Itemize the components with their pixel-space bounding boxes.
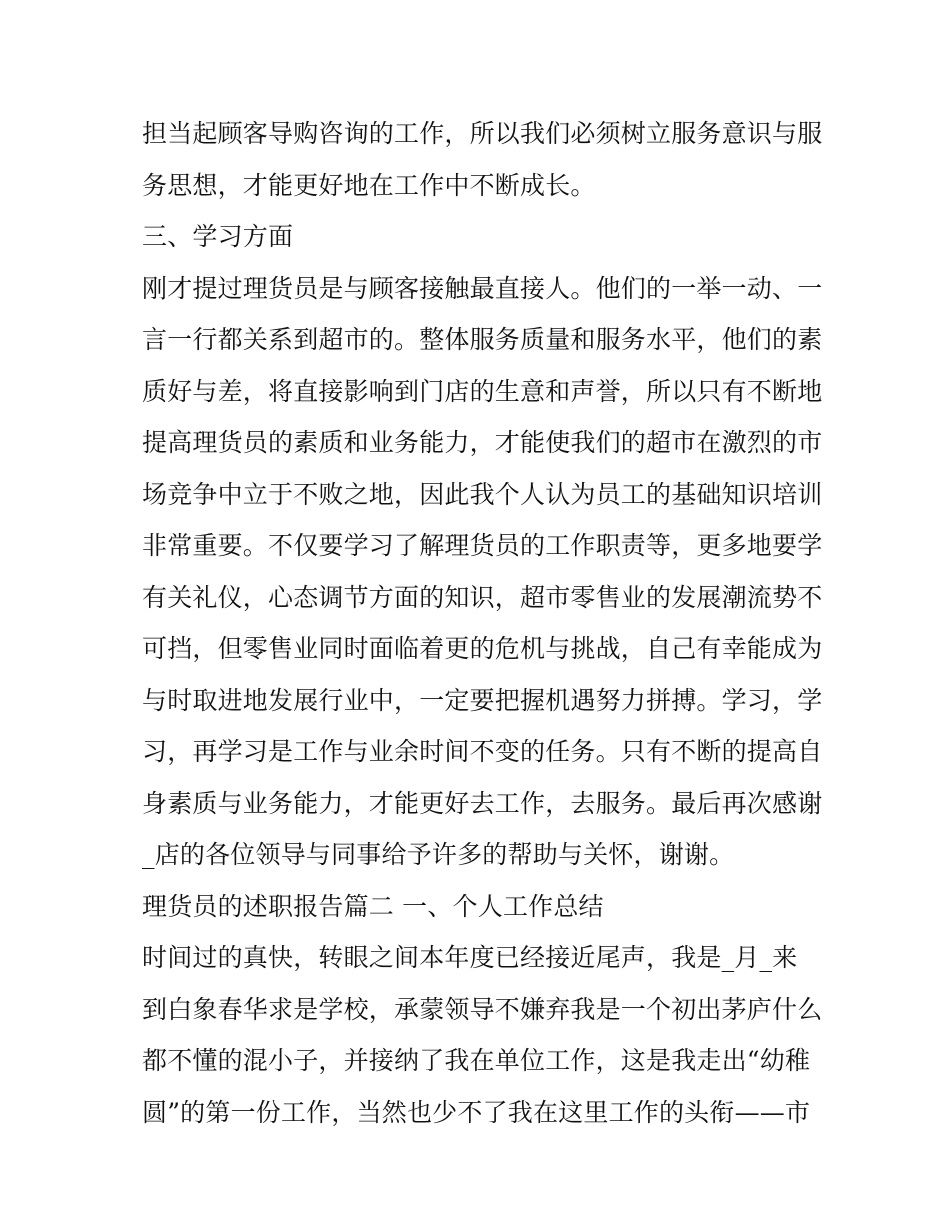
text-line: 务思想，才能更好地在工作中不断成长。 [142, 170, 596, 200]
text-line: 习，再学习是工作与业余时间不变的任务。只有不断的提高自 [142, 737, 823, 766]
text-line: 与时取进地发展行业中，一定要把握机遇努力拼搏。学习，学 [142, 685, 823, 715]
document-body [142, 108, 822, 1138]
text-line: 担当起顾客导购咨询的工作，所以我们必须树立服务意识与服 [142, 119, 823, 148]
text-line: 有关礼仪，心态调节方面的知识，超市零售业的发展潮流势不 [142, 582, 823, 612]
text-line: 身素质与业务能力，才能更好去工作，去服务。最后再次感谢 [142, 788, 823, 818]
text-line: 可挡，但零售业同时面临着更的危机与挑战，自己有幸能成为 [142, 634, 823, 663]
text-line: 时间过的真快，转眼之间本年度已经接近尾声，我是_月_来 [142, 943, 798, 972]
section-heading: 理货员的述职报告篇二 一、个人工作总结 [142, 891, 604, 921]
text-line: _店的各位领导与同事给予许多的帮助与关怀，谢谢。 [142, 840, 735, 869]
text-line: 圆”的第一份工作，当然也少不了我在这里工作的头衔——市 [142, 1097, 811, 1127]
text-line: 提高理货员的素质和业务能力，才能使我们的超市在激烈的市 [142, 428, 823, 457]
text-line: 质好与差，将直接影响到门店的生意和声誉，所以只有不断地 [142, 376, 823, 406]
text-line: 到白象春华求是学校，承蒙领导不嫌弃我是一个初出茅庐什么 [142, 994, 823, 1024]
text-line: 都不懂的混小子，并接纳了我在单位工作，这是我走出“幼稚 [142, 1046, 811, 1075]
text-line: 非常重要。不仅要学习了解理货员的工作职责等，更多地要学 [142, 531, 823, 560]
text-line: 刚才提过理货员是与顾客接触最直接人。他们的一举一动、一 [142, 273, 823, 303]
section-heading: 三、学习方面 [142, 222, 294, 251]
text-line: 言一行都关系到超市的。整体服务质量和服务水平，他们的素 [142, 325, 823, 354]
text-line: 场竞争中立于不败之地，因此我个人认为员工的基础知识培训 [142, 479, 823, 509]
